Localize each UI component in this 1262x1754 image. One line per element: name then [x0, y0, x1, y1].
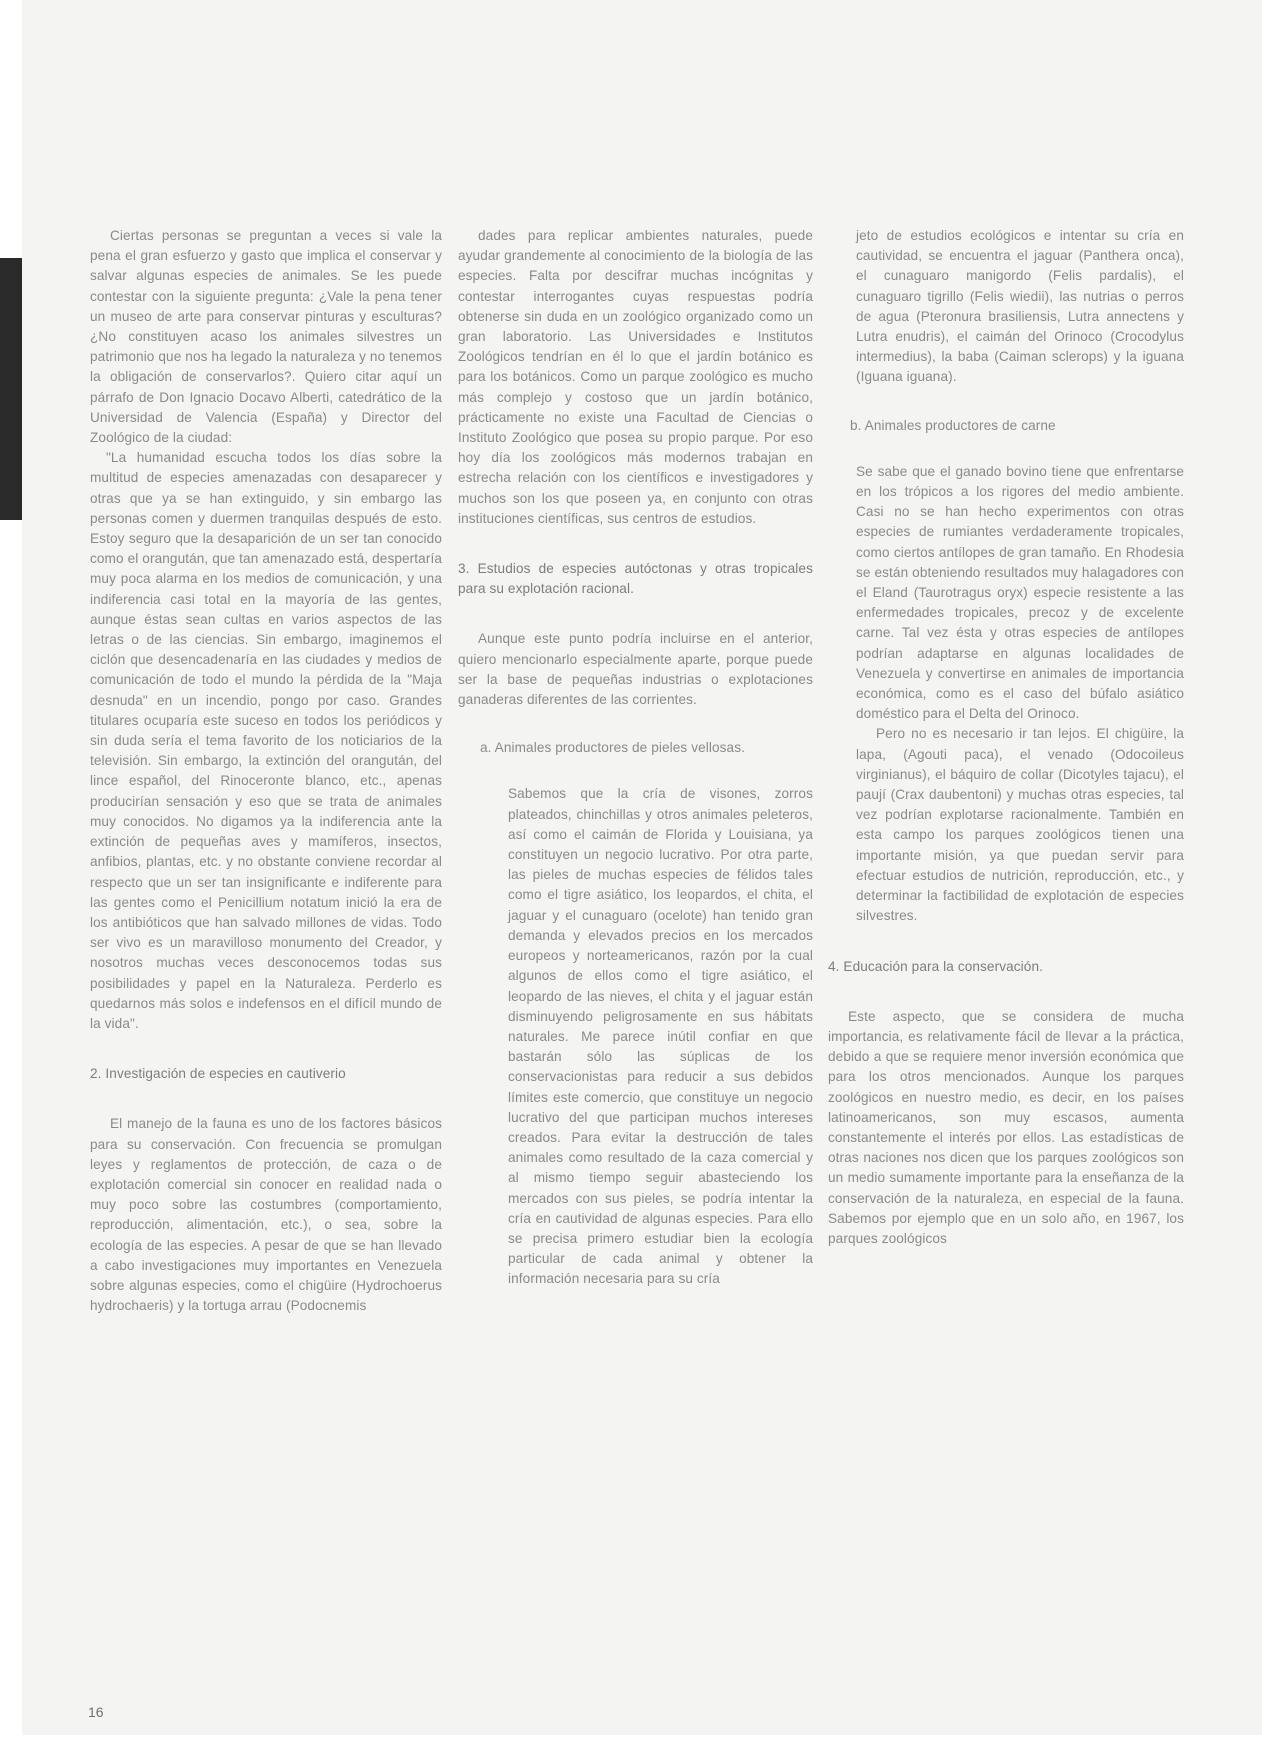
- page-bottom-margin: [0, 1735, 1262, 1754]
- quotation-paragraph: "La humanidad escucha todos los días sobre la multitud de especies amenazadas con desaparecer y otras que ya se han extinguido, y sin embargo las personas comen y duermen tranquilas después de esto. Estoy seguro que la desaparición de un ser tan conocido como el orangután, que tan amenazado está, despertaría muy poca alarma en los medios de comunicación, y una indiferencia casi total en la mayoría de las gentes, aunque éstas sean cultas en varios aspectos de las letras o de las ciencias. Sin embargo, imaginemos el ciclón que desencadenaría en las ciudades y medios de comunicación de todo el mundo la pérdida de la "Maja desnuda" en un incendio, pongo por caso. Grandes titulares ocuparía este suceso en todos los periódicos y sin duda sería el tema favorito de los noticiarios de la televisión. Sin embargo, la extinción del orangután, del lince español, del Rinoceronte blanco, etc., apenas producirían sensación y eso que se trata de animales muy conocidos. No digamos ya la indiferencia ante la extinción de pequeñas aves y mamíferos, insectos, anfibios, plantas, etc. y no obstante conviene recordar al respecto que un ser tan insignificante e indiferente para las gentes como el Penicillium notatum inició la era de los antibióticos que han salvado millones de vidas. Todo ser vivo es un maravilloso monumento del Creador, y nosotros muchas veces desconocemos todas sus posibilidades y papel en la Naturaleza. Perderlo es quedarnos más solos e indefensos en el difícil mundo de la vida".: [90, 450, 442, 1031]
- paragraph: Pero no es necesario ir tan lejos. El chigüire, la lapa, (Agouti paca), el venado (Odocoileus virginianus), el báquiro de collar (Dicotyles tajacu), el paují (Crax daubentoni) y muchas otras especies, tal vez podrían explotarse racionalmente. También en esta campo los parques zoológicos tienen una importante misión, ya que puedan servir para efectuar estudios de nutrición, reproducción, etc., y determinar la factibilidad de explotación de especies silvestres.: [856, 726, 1184, 924]
- scan-edge-shadow: [0, 258, 22, 520]
- paragraph: Se sabe que el ganado bovino tiene que enfrentarse en los trópicos a los rigores del medio ambiente. Casi no se han hecho experimentos con otras especies de rumiantes verdaderamente tropicales, como ciertos antílopes de gran tamaño. En Rhodesia se están obteniendo resultados muy halagadores con el Eland (Taurotragus oryx) especie resistente a las enfermedades tropicales, precoz y de excelente carne. Tal vez ésta y otras especies de antílopes podrían adaptarse en algunas localidades de Venezuela y convertirse en animales de importancia económica, como es el caso del búfalo asiático doméstico para el Delta del Orinoco.: [856, 463, 1184, 722]
- list-item-a: a. Animales productores de pieles vellosas.: [480, 740, 745, 756]
- section-heading-3: 3. Estudios de especies autóctonas y otras tropicales para su explotación racional.: [458, 561, 813, 597]
- intro-paragraph: Ciertas personas se preguntan a veces si vale la pena el gran esfuerzo y gasto que implica el conservar y salvar algunas especies de animales. Se les puede contestar con la siguiente pregunta: ¿Vale la pena tener un museo de arte para conservar pinturas y esculturas? ¿No constituyen acaso los animales silvestres un patrimonio que nos ha legado la naturaleza y no tenemos la obligación de conservarlos?. Quiero citar aquí un párrafo de Don Ignacio Docavo Alberti, catedrático de la Universidad de Valencia (España) y Director del Zoológico de la ciudad:: [90, 228, 442, 446]
- section-heading-4: 4. Educación para la conservación.: [828, 958, 1043, 974]
- paragraph: Sabemos que la cría de visones, zorros plateados, chinchillas y otros animales peleteros, así como el caimán de Florida y Louisiana, ya constituyen un negocio lucrativo. Por otra parte, las pieles de muchas especies de félidos tales como el tigre asiático, los leopardos, el chita, el jaguar y el cunaguaro (ocelote) han tenido gran demanda y elevados precios en los mercados europeos y norteamericanos, razón por la cual algunos de ellos como el tigre asiático, el leopardo de las nieves, el chita y el jaguar están disminuyendo peligrosamente en sus hábitats naturales. Me parece inútil confiar en que bastarán sólo las súplicas de los conservacionistas para reducir a sus debidos límites este comercio, que constituye un negocio lucrativo del que participan muchos intereses creados. Para evitar la destrucción de tales animales como resultado de la caza comercial y al mismo tiempo seguir abasteciendo los mercados con sus pieles, se podría intentar la cría en cautividad de algunas especies. Para ello se precisa primero estudiar bien la ecología particular de cada animal y obtener la información necesaria para su cría: [508, 786, 813, 1287]
- paragraph: Este aspecto, que se considera de mucha importancia, es relativamente fácil de llevar a la práctica, debido a que se requiere menor inversión económica que para los otros mencionados. Aunque los parques zoológicos en nuestro medio, es decir, en los países latinoamericanos, son muy escasos, aumenta constantemente el interés por ellos. Las estadísticas de otras naciones nos dicen que los parques zoológicos son un medio sumamente importante para la enseñanza de la conservación de la naturaleza, en especial de la fauna. Sabemos por ejemplo que en un solo año, en 1967, los parques zoológicos: [828, 1008, 1184, 1246]
- paragraph: dades para replicar ambientes naturales, puede ayudar grandemente al conocimiento de la biología de las especies. Falta por descifrar muchas incógnitas y contestar interrogantes cuyas respuestas podría obtenerse sin duda en un zoológico organizado como un gran laboratorio. Las Universidades e Institutos Zoológicos tendrían en él lo que el jardín botánico es para los botánicos. Como un parque zoológico es mucho más complejo y costoso que un jardín botánico, prácticamente no existe una Facultad de Ciencias o Instituto Zoológico que posea su propio parque. Por eso hoy día los zoológicos más modernos trabajan en estrecha relación con los científicos e investigadores y muchos son los que poseen ya, en conjunto con otras instituciones científicas, sus centros de estudios.: [458, 228, 813, 526]
- section-heading-2: 2. Investigación de especies en cautiverio: [90, 1066, 346, 1082]
- page-number: 16: [88, 1704, 104, 1720]
- text-column-1: [90, 226, 442, 1316]
- paragraph: Aunque este punto podría incluirse en el anterior, quiero mencionarlo especialmente aparte, porque puede ser la base de pequeñas industrias o explotaciones ganaderas diferentes de las corrientes.: [458, 631, 813, 708]
- paragraph: jeto de estudios ecológicos e intentar su cría en cautividad, se encuentra el jaguar (Panthera onca), el cunaguaro manigordo (Felis pardalis), el cunaguaro tigrillo (Felis wiedii), las nutrias o perros de agua (Pteronura brasiliensis, Lutra annectens y Lutra enudris), el caimán del Orinoco (Crocodylus intermedius), la baba (Caiman sclerops) y la iguana (Iguana iguana).: [856, 228, 1184, 385]
- list-item-b: b. Animales productores de carne: [850, 417, 1056, 433]
- text-column-2: [458, 226, 813, 1290]
- text-column-3: [828, 226, 1184, 1249]
- paragraph: El manejo de la fauna es uno de los factores básicos para su conservación. Con frecuencia se promulgan leyes y reglamentos de protección, de caza o de explotación comercial sin conocer en realidad nada o muy poco sobre las costumbres (comportamiento, reproducción, alimentación, etc.), o sea, sobre la ecología de las especies. A pesar de que se han llevado a cabo investigaciones muy importantes en Venezuela sobre algunas especies, como el chigüire (Hydrochoerus hydrochaeris) y la tortuga arrau (Podocnemis: [90, 1116, 442, 1314]
